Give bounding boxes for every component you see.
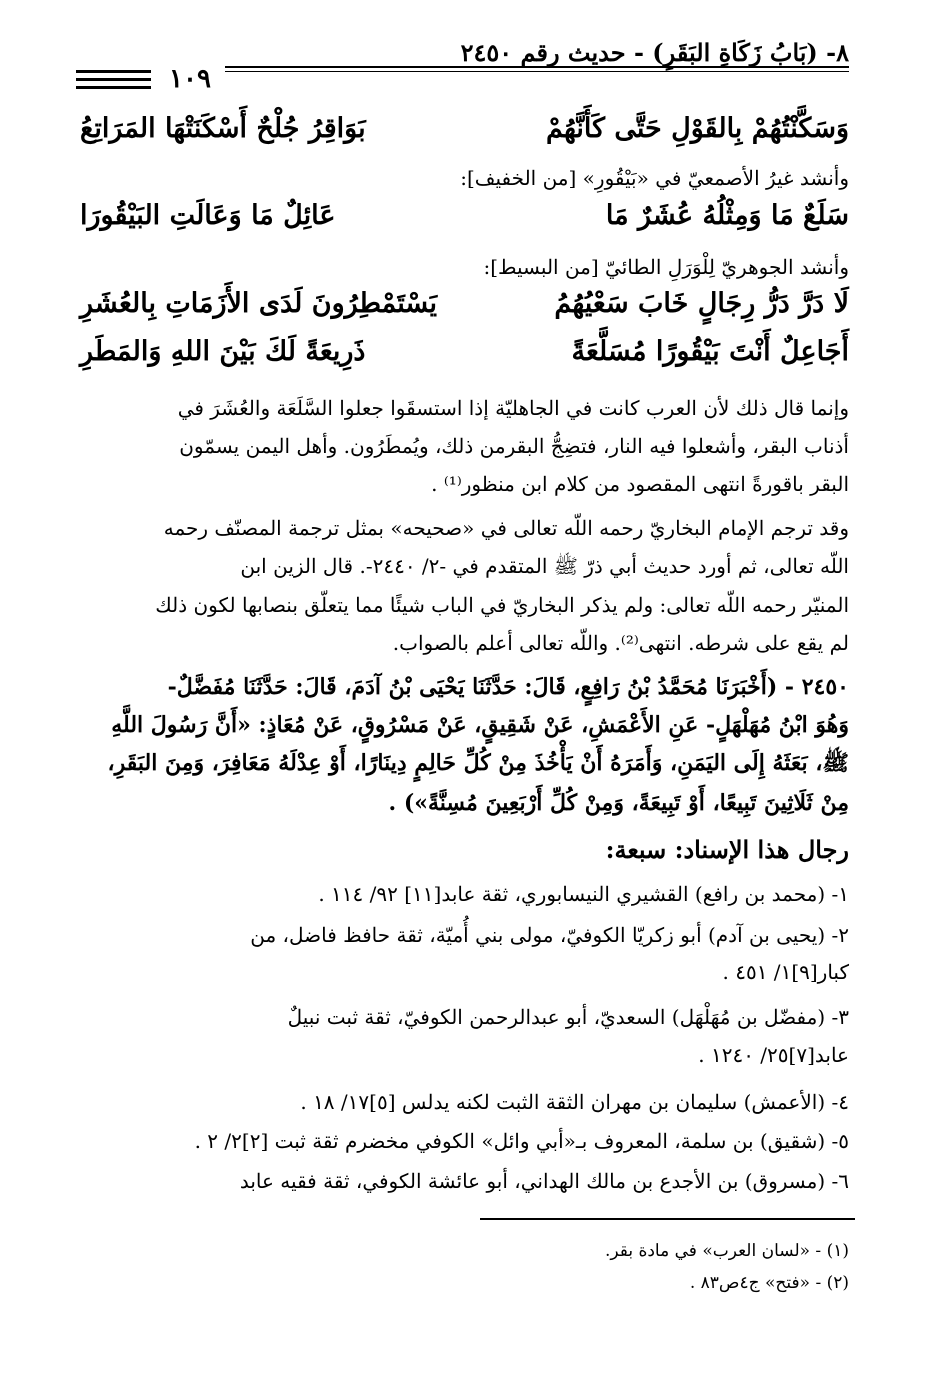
paragraph-line: أذناب البقر، وأشعلوا فيه النار، فتضِجُّ البقرمن ذلك، ويُمطَرُون. وأهل اليمن يسمّون (179, 434, 849, 458)
paragraph-line: لم يقع على شرطه. انتهى⁽²⁾. واللّه تعالى أعلم بالصواب. (392, 631, 849, 655)
running-header: ٨- (بَابُ زَكَاةِ البَقَرِ) - حديث رقم ٢٤٥٠ (460, 38, 849, 67)
page-number: ١٠٩ (169, 64, 211, 94)
hadith-line: مِنْ ثَلَاثِينَ تَبِيعًا، أَوْ تَبِيعَةً، وَمِنْ كُلِّ أَرْبَعِينَ مُسِنَّةً») . (388, 790, 849, 816)
footnote: (١) - «لسان العرب» في مادة بقر. (604, 1241, 849, 1261)
verse-hemistich: بَوَاقِرُ جُلْحٌ أَسْكَنَتْهَا المَرَاتِعُ (80, 113, 366, 144)
page-number-rule (76, 86, 151, 89)
paragraph-line: وإنما قال ذلك لأن العرب كانت في الجاهليّة إذا استسقَوا جعلوا السَّلَعَة والعُشَرَ في (177, 396, 849, 420)
narrator-entry: ٢- (يحيى بن آدم) أبو زكريّا الكوفيّ، مولى بني أُميّة، ثقة حافظ فاضل، من (250, 923, 849, 947)
poem-verse (80, 115, 849, 142)
narrator-entry: ٥- (شقيق) بن سلمة، المعروف بـ«أبي وائل» الكوفي مخضرم ثقة ثبت [٢]٢/ ٢ . (194, 1129, 849, 1153)
section-heading: رجال هذا الإسناد: سبعة: (605, 835, 849, 864)
hadith-line: ﷺ، بَعَثَهُ إِلَى اليَمَنِ، وَأَمَرَهُ أَنْ يَأْخُذَ مِنْ كُلِّ حَالِمٍ دِينَارًا، أَوْ عِدْلَهُ مَعَافِرَ، وَمِنَ البَقَرِ، (107, 750, 849, 776)
poem-intro: وأنشد غيرُ الأصمعيّ في «بَيْقُورِ» [من الخفيف]: (460, 166, 849, 190)
narrator-entry: ٤- (الأعمش) سليمان بن مهران الثقة الثبت لكنه يدلس [٥]١٧/ ١٨ . (300, 1090, 849, 1114)
verse-hemistich: وَسَكَّنْتُهُمْ بِالقَوْلِ حَتَّى كَأَنَّهُمْ (545, 113, 849, 144)
narrator-entry: ١- (محمد بن رافع) القشيري النيسابوري، ثقة عابد[١١] ٩٢/ ١١٤ . (318, 882, 849, 906)
hadith-line: وَهُوَ ابْنُ مُهَلْهَلٍ- عَنِ الأَعْمَشِ، عَنْ شَقِيقٍ، عَنْ مَسْرُوقٍ، عَنْ مُعَاذٍ: «أَنَّ رَسُولَ اللَّهِ (111, 712, 849, 738)
poem-verse (80, 290, 849, 317)
poem-intro: وأنشد الجوهريّ لِلْوَرَلِ الطائيّ [من البسيط]: (483, 255, 849, 279)
verse-hemistich: سَلَعٌ مَا وَمِثْلُهُ عُشَرٌ مَا (605, 200, 849, 231)
verse-hemistich: ذَرِيعَةً لَكَ بَيْنَ اللهِ وَالمَطَرِ (80, 336, 366, 367)
verse-hemistich: أَجَاعِلٌ أَنْتَ بَيْقُورًا مُسَلَّعَةً (571, 336, 849, 367)
narrator-entry: ٣- (مفضّل بن مُهَلْهَل) السعديّ، أبو عبدالرحمن الكوفيّ، ثقة ثبت نبيلٌ (287, 1005, 849, 1029)
header-rule (225, 66, 849, 72)
verse-hemistich: عَائِلٌ مَا وَعَالَتِ البَيْقُورَا (80, 200, 336, 231)
poem-verse (80, 202, 849, 229)
hadith-line: ٢٤٥٠ - (أَخْبَرَنَا مُحَمَّدُ بْنُ رَافِعٍ، قَالَ: حَدَّثَنَا يَحْيَى بْنُ آدَمَ، قَالَ: حَدَّثَنَا مُفَضَّلٌ- (167, 674, 849, 700)
poem-verse (80, 338, 849, 365)
paragraph-line: المنيّر رحمه اللّه تعالى: ولم يذكر البخاريّ في الباب شيئًا مما يتعلّق بنصابها لكون ذلك (155, 593, 849, 617)
paragraph-line: وقد ترجم الإمام البخاريّ رحمه اللّه تعالى في «صحيحه» بمثل ترجمة المصنّف رحمه (163, 516, 849, 540)
paragraph-line: اللّه تعالى، ثم أورد حديث أبي ذرّ ﷺ المتقدم في -٢/ ٢٤٤٠-. قال الزين ابن (240, 554, 849, 578)
verse-hemistich: لَا دَرَّ دَرُّ رِجَالٍ خَابَ سَعْيُهُمُ (554, 288, 849, 319)
paragraph-line: البقر باقورةً انتهى المقصود من كلام ابن منظور⁽¹⁾ . (431, 472, 849, 496)
narrator-entry-continued: كبار[٩]١/ ٤٥١ . (722, 960, 849, 984)
narrator-entry: ٦- (مسروق) بن الأجدع بن مالك الهداني، أبو عائشة الكوفي، ثقة فقيه عابد (239, 1169, 849, 1193)
footnote: (٢) - «فتح» ج٤ص٨٣ . (689, 1273, 849, 1293)
narrator-entry-continued: عابد[٧]٢٥/ ١٢٤٠ . (698, 1043, 849, 1067)
footnote-rule (480, 1218, 855, 1220)
page-number-rule (76, 70, 151, 73)
verse-hemistich: يَسْتَمْطِرُونَ لَدَى الأَزَمَاتِ بِالعُشَرِ (80, 288, 438, 319)
page-number-rule (76, 78, 151, 81)
